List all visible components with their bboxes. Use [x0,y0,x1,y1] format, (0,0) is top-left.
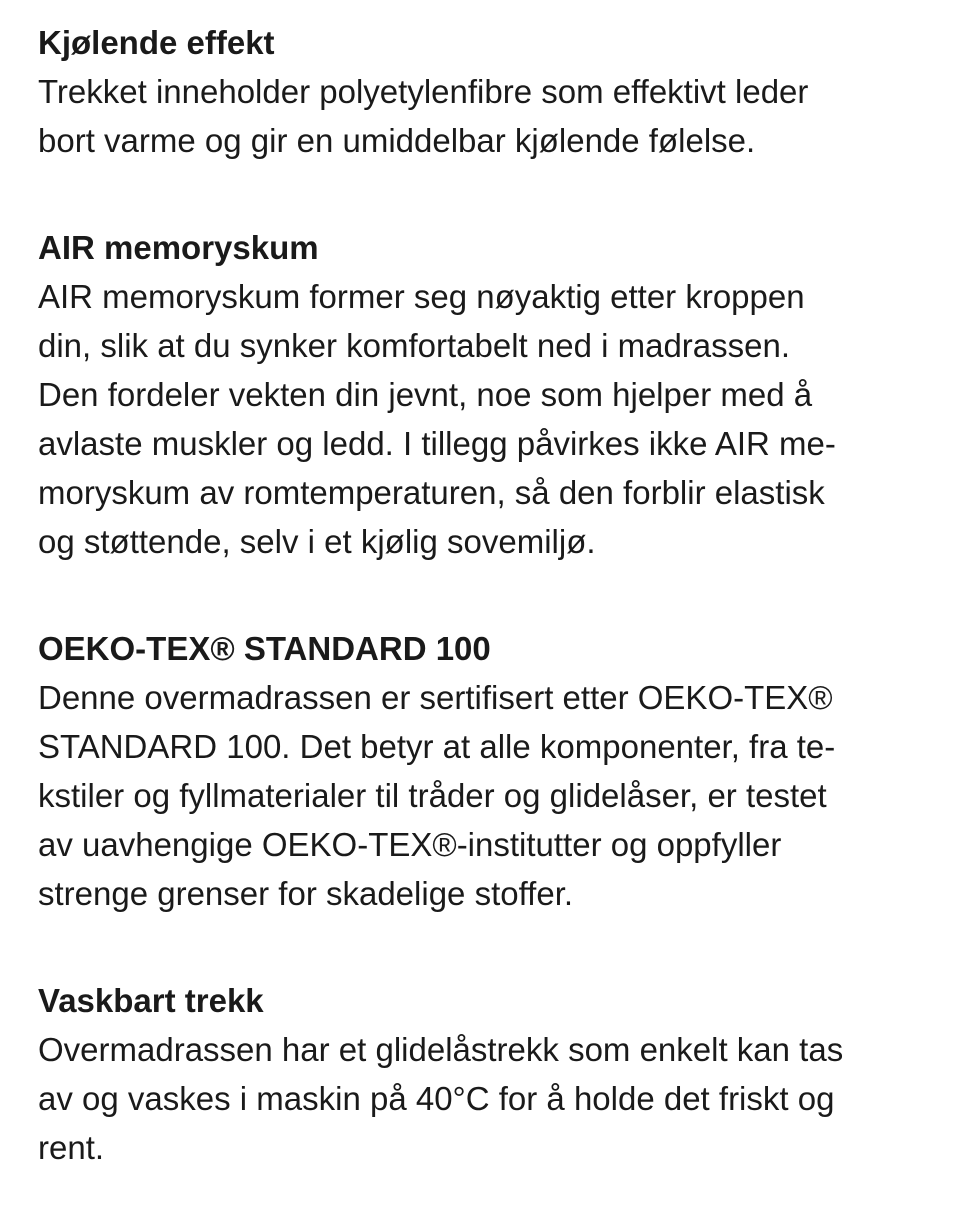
body-line: AIR memoryskum former seg nøyaktig etter kroppen [38,278,805,315]
body-line: STANDARD 100. Det betyr at alle komponenter, fra te- [38,728,836,765]
section-heading: OEKO-TEX® STANDARD 100 [38,630,491,667]
section-body [38,272,928,566]
body-line: og støttende, selv i et kjølig sovemiljø. [38,523,596,560]
section-heading: Vaskbart trekk [38,982,264,1019]
body-line: av og vaskes i maskin på 40°C for å holde det friskt og [38,1080,835,1117]
section-cooling-effect [38,18,928,165]
body-line: rent. [38,1129,105,1166]
section-washable-cover [38,976,928,1172]
section-body [38,1025,928,1172]
section-body [38,67,928,165]
section-heading: AIR memoryskum [38,229,319,266]
section-heading: Kjølende effekt [38,24,275,61]
product-description [38,18,928,1172]
body-line: Overmadrassen har et glidelåstrekk som enkelt kan tas [38,1031,844,1068]
body-line: bort varme og gir en umiddelbar kjølende følelse. [38,122,756,159]
body-line: kstiler og fyllmaterialer til tråder og glidelåser, er testet [38,777,827,814]
body-line: Trekket inneholder polyetylenfibre som effektivt leder [38,73,809,110]
body-line: din, slik at du synker komfortabelt ned i madrassen. [38,327,791,364]
body-line: strenge grenser for skadelige stoffer. [38,875,574,912]
body-line: av uavhengige OEKO-TEX®-institutter og oppfyller [38,826,782,863]
section-air-memory-foam [38,223,928,566]
body-line: avlaste muskler og ledd. I tillegg påvirkes ikke AIR me- [38,425,836,462]
section-oeko-tex [38,624,928,918]
body-line: moryskum av romtemperaturen, så den forblir elastisk [38,474,825,511]
section-body [38,673,928,918]
body-line: Denne overmadrassen er sertifisert etter OEKO-TEX® [38,679,833,716]
body-line: Den fordeler vekten din jevnt, noe som hjelper med å [38,376,813,413]
